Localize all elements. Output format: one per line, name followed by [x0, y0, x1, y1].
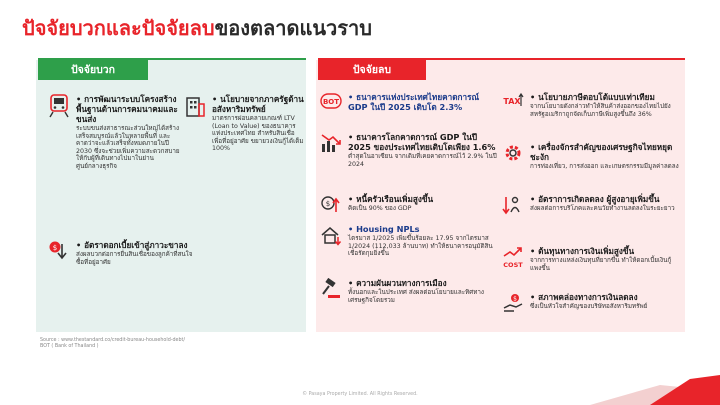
positive-item-policy	[184, 94, 304, 153]
positive-factors-panel	[36, 60, 306, 332]
item-heading: • การพัฒนาระบบโครงสร้างพื้นฐานด้านการคมนาคมและขนส่ง	[76, 94, 178, 124]
bot-icon-label: BOT	[322, 98, 340, 106]
item-heading: • อัตราการเกิดลดลง ผู้สูงอายุเพิ่มขึ้น	[530, 194, 660, 204]
negative-item-financing-cost	[502, 246, 682, 274]
item-heading: • ธนาคารแห่งประเทศไทยคาดการณ์ GDP ในปี 2025 เติบโต 2.3%	[348, 92, 480, 112]
negative-item-worldbank-gdp	[320, 132, 498, 168]
chart-down-icon	[320, 132, 342, 168]
negative-item-tariff	[502, 92, 682, 118]
negative-item-birth-rate	[502, 194, 682, 220]
page-title	[22, 12, 372, 44]
tax-icon-label: TAX	[503, 97, 521, 106]
negative-item-bot-gdp	[320, 92, 496, 114]
train-icon	[48, 94, 70, 171]
svg-text:$: $	[325, 200, 331, 208]
svg-text:$: $	[513, 295, 517, 303]
item-heading: • ธนาคารโลกคาดการณ์ GDP ในปี 2025 ของประเทศไทยเติบโตเพียง 1.6%	[348, 132, 496, 152]
gear-icon	[502, 142, 524, 171]
negative-item-housing-npl	[320, 224, 498, 258]
gavel-icon	[320, 278, 342, 304]
negative-tab	[318, 58, 426, 80]
source-line: BOT ( Bank of Thailand )	[40, 344, 99, 349]
title-part-dark: ของตลาดแนวราบ	[214, 16, 372, 40]
svg-text:$: $	[52, 244, 58, 252]
item-body: ต่ำสุดในอาเซียน จากเดิมที่เคยคาดการณ์ไว้ 2.9% ในปี 2024	[348, 153, 497, 168]
decorative-shape	[590, 371, 720, 405]
item-body: การท่องเที่ยว, การส่งออก และเกษตรกรรมมีมูลค่าลดลง	[530, 163, 679, 170]
positive-item-interest	[48, 240, 198, 266]
positive-item-transport	[48, 94, 180, 171]
cost-icon-label: COST	[503, 261, 523, 269]
debt-icon	[320, 194, 342, 220]
item-body: มาตรการผ่อนคลายเกณฑ์ LTV (Loan to Value) ของธนาคารแห่งประเทศไทย สำหรับสินเชื่อเพื่อที่อยู่อาศัย ขยายวงเงินกู้ได้เต็ม 100%	[212, 115, 304, 153]
item-heading: • นโยบายจากภาครัฐด้านอสังหาริมทรัพย์	[212, 94, 304, 114]
negative-item-economy-engine	[502, 142, 682, 171]
negative-item-politics	[320, 278, 498, 304]
source-line: Source : www.thestandard.co/credit-bureau-household-debt/	[40, 338, 186, 343]
item-body: ส่งผลบวกต่อการยื่นสินเชื่อของลูกค้าที่สนใจซื้อที่อยู่อาศัย	[76, 251, 193, 266]
hand-money-icon	[502, 292, 524, 318]
house-down-icon	[320, 224, 342, 258]
item-body: ส่งผลต่อการบริโภคและคนวัยทำงานลดลงในระยะยาว	[530, 205, 675, 212]
positive-tab-label: ปัจจัยบวก	[70, 63, 116, 76]
building-icon	[184, 94, 206, 153]
item-body: ซึ่งเป็นหัวใจสำคัญของบริษัทอสังหาริมทรัพย์	[530, 303, 648, 310]
positive-tab-line	[148, 58, 306, 60]
negative-tab-line	[426, 58, 685, 60]
bot-icon	[320, 92, 342, 114]
population-down-icon	[502, 194, 524, 220]
money-down-icon	[48, 240, 70, 266]
source-note	[40, 338, 185, 350]
item-heading: • สภาพคล่องทางการเงินลดลง	[530, 292, 638, 302]
cost-icon	[502, 246, 524, 274]
item-body: จากนโยบายดังกล่าวทำให้สินค้าส่งออกของไทยไปยังสหรัฐอเมริกาถูกจัดเก็บภาษีเพิ่มสูงขึ้นถึง 36%	[530, 103, 671, 118]
item-heading: • เครื่องจักรสำคัญของเศรษฐกิจไทยหยุดชะงัก	[530, 142, 673, 162]
negative-tab-label: ปัจจัยลบ	[352, 63, 392, 76]
negative-item-liquidity	[502, 292, 682, 318]
item-heading: • ความผันผวนทางการเมือง	[348, 278, 447, 288]
item-body: ระบบขนส่งสาธารณะส่วนใหญ่ได้สร้างเสร็จสมบูรณ์แล้วในหลายพื้นที่ และคาดว่าจะแล้วเสร็จทั้งหมดภายในปี 2030 ซึ่งจะช่วยเพิ่มความสะดวกสบายให้กับผู้ที่เดินทางไปมาในย่านศูนย์กลางธุรกิจ	[76, 125, 180, 170]
positive-tab	[38, 58, 148, 80]
copyright-footer: © Pasaya Property Limited. All Rights Reserved.	[302, 392, 418, 397]
item-body: ทั้งนอกและในประเทศ ส่งผลต่อนโยบายและทิศทางเศรษฐกิจโดยรวม	[348, 289, 485, 304]
tax-icon	[502, 92, 524, 118]
item-body: ไตรมาส 1/2025 เพิ่มขึ้นร้อยละ 17.95 จากไตรมาส 1/2024 (112,033 ล้านบาท) ทำให้ธนาคารอนุมัติสินเชื่อรัดกุมยิ่งขึ้น	[348, 235, 493, 258]
negative-factors-panel	[316, 60, 685, 332]
item-heading: • ต้นทุนทางการเงินเพิ่มสูงขึ้น	[530, 246, 635, 256]
item-heading: • อัตราดอกเบี้ยเข้าสู่ภาวะขาลง	[76, 240, 188, 250]
item-body: จากการทางแหล่งเงินทุนที่ยากขึ้น ทำให้ดอกเบี้ยเงินกู้แพงขึ้น	[530, 257, 672, 272]
item-heading: • นโยบายภาษีตอบโต้แบบเท่าเทียม	[530, 92, 655, 102]
item-heading: • Housing NPLs	[348, 224, 420, 234]
item-heading: • หนี้ครัวเรือนเพิ่มสูงขึ้น	[348, 194, 434, 204]
negative-item-household-debt	[320, 194, 498, 220]
title-part-red: ปัจจัยบวกและปัจจัยลบ	[22, 16, 215, 40]
item-body: คิดเป็น 90% ของ GDP	[348, 205, 412, 212]
